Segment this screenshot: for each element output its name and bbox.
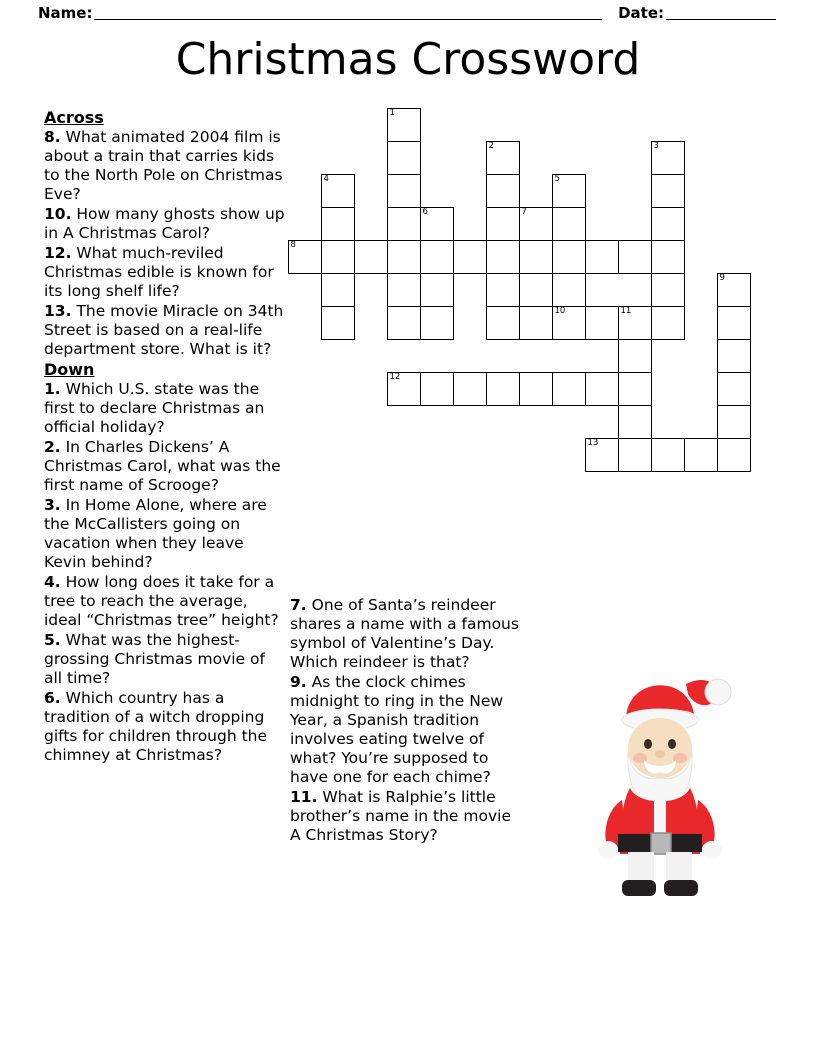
- clue-item: [44, 438, 286, 495]
- clue-text: Which U.S. state was the first to declare Christmas an official holiday?: [44, 380, 265, 436]
- clue-number: 11.: [290, 788, 318, 806]
- clue-text: As the clock chimes midnight to ring in the New Year, a Spanish tradition involves eating twelve of what? You’re supposed to have one for each chime?: [290, 673, 504, 786]
- clue-item: [290, 788, 520, 845]
- grid-cell[interactable]: [651, 207, 685, 241]
- page-title: Christmas Crossword: [175, 34, 641, 85]
- clue-number: 5.: [44, 631, 61, 649]
- clue-number: 2.: [44, 438, 61, 456]
- grid-cell[interactable]: [552, 240, 586, 274]
- grid-cell-number: 5: [554, 174, 560, 184]
- clue-text: Which country has a tradition of a witch dropping gifts for children through the chimney at Christmas?: [44, 689, 268, 764]
- grid-cell[interactable]: [585, 306, 619, 340]
- grid-cell[interactable]: [618, 372, 652, 406]
- grid-cell[interactable]: [552, 306, 586, 340]
- grid-cell[interactable]: [387, 240, 421, 274]
- grid-cell[interactable]: [552, 207, 586, 241]
- grid-cell-number: 12: [389, 372, 401, 382]
- grid-cell[interactable]: [354, 240, 388, 274]
- clue-item: [44, 244, 286, 301]
- clue-text: What animated 2004 film is about a train that carries kids to the North Pole on Christmas Eve?: [44, 128, 283, 203]
- grid-cell[interactable]: [420, 306, 454, 340]
- clue-number: 6.: [44, 689, 61, 707]
- grid-cell[interactable]: [651, 438, 685, 472]
- clues-column-middle: [290, 596, 520, 846]
- grid-cell-number: 7: [521, 207, 527, 217]
- grid-cell[interactable]: [420, 207, 454, 241]
- clue-text: What was the highest-grossing Christmas movie of all time?: [44, 631, 265, 687]
- grid-cell[interactable]: [618, 339, 652, 373]
- grid-cell[interactable]: [651, 240, 685, 274]
- grid-cell[interactable]: [486, 174, 520, 208]
- grid-cell[interactable]: [651, 141, 685, 175]
- grid-cell-number: 6: [422, 207, 428, 217]
- clue-item: [290, 596, 520, 672]
- grid-cell[interactable]: [288, 240, 322, 274]
- grid-cell[interactable]: [717, 273, 751, 307]
- clue-text: In Charles Dickens’ A Christmas Carol, what was the first name of Scrooge?: [44, 438, 281, 494]
- name-label: Name:: [38, 4, 93, 22]
- clue-item: [44, 205, 286, 243]
- grid-cell[interactable]: [552, 174, 586, 208]
- grid-cell[interactable]: [717, 339, 751, 373]
- grid-cell-number: 1: [389, 108, 395, 118]
- clue-text: One of Santa’s reindeer shares a name with a famous symbol of Valentine’s Day. Which reindeer is that?: [290, 596, 519, 671]
- clue-number: 3.: [44, 496, 61, 514]
- clue-number: 13.: [44, 302, 72, 320]
- grid-cell[interactable]: [717, 405, 751, 439]
- clue-number: 10.: [44, 205, 72, 223]
- down-heading: Down: [44, 360, 95, 379]
- grid-cell[interactable]: [387, 108, 421, 142]
- grid-cell[interactable]: [519, 240, 553, 274]
- grid-cell[interactable]: [717, 438, 751, 472]
- clue-text: How long does it take for a tree to reach the average, ideal “Christmas tree” height?: [44, 573, 279, 629]
- clues-column-left: [44, 108, 286, 766]
- clue-item: [44, 302, 286, 359]
- clue-number: 9.: [290, 673, 307, 691]
- grid-cell[interactable]: [717, 372, 751, 406]
- grid-cell[interactable]: [486, 141, 520, 175]
- grid-cell[interactable]: [486, 273, 520, 307]
- grid-cell[interactable]: [651, 306, 685, 340]
- clue-item: [44, 380, 286, 437]
- grid-cell[interactable]: [453, 240, 487, 274]
- grid-cell[interactable]: [618, 306, 652, 340]
- grid-cell[interactable]: [486, 372, 520, 406]
- grid-cell[interactable]: [618, 240, 652, 274]
- grid-cell[interactable]: [321, 207, 355, 241]
- grid-cell[interactable]: [387, 141, 421, 175]
- clue-text: In Home Alone, where are the McCallisters going on vacation when they leave Kevin behind?: [44, 496, 267, 571]
- clue-number: 7.: [290, 596, 307, 614]
- down-clue-list-left: [44, 380, 286, 765]
- grid-cell[interactable]: [684, 438, 718, 472]
- name-date-row: [38, 0, 778, 26]
- grid-cell[interactable]: [618, 405, 652, 439]
- clue-text: How many ghosts show up in A Christmas Carol?: [44, 205, 285, 242]
- grid-cell[interactable]: [387, 372, 421, 406]
- date-input-line[interactable]: [666, 6, 776, 20]
- grid-cell-number: 4: [323, 174, 329, 184]
- grid-cell[interactable]: [486, 240, 520, 274]
- grid-cell[interactable]: [420, 240, 454, 274]
- grid-cell[interactable]: [717, 306, 751, 340]
- grid-cell[interactable]: [420, 372, 454, 406]
- grid-cell[interactable]: [618, 438, 652, 472]
- clue-text: What much-reviled Christmas edible is known for its long shelf life?: [44, 244, 274, 300]
- grid-cell[interactable]: [585, 240, 619, 274]
- name-input-line[interactable]: [94, 6, 602, 20]
- clue-text: What is Ralphie’s little brother’s name in the movie A Christmas Story?: [290, 788, 511, 844]
- grid-cell[interactable]: [519, 207, 553, 241]
- clue-item: [44, 128, 286, 204]
- grid-cell[interactable]: [552, 273, 586, 307]
- grid-cell[interactable]: [585, 372, 619, 406]
- grid-cell-number: 2: [488, 141, 494, 151]
- across-clue-list: [44, 128, 286, 359]
- grid-cell[interactable]: [321, 306, 355, 340]
- grid-cell[interactable]: [651, 174, 685, 208]
- grid-cell[interactable]: [486, 207, 520, 241]
- grid-cell[interactable]: [651, 273, 685, 307]
- grid-cell[interactable]: [519, 372, 553, 406]
- grid-cell-number: 3: [653, 141, 659, 151]
- clue-item: [44, 689, 286, 765]
- clue-number: 12.: [44, 244, 72, 262]
- grid-cell[interactable]: [387, 174, 421, 208]
- grid-cell[interactable]: [420, 273, 454, 307]
- grid-cell[interactable]: [453, 372, 487, 406]
- clue-item: [44, 573, 286, 630]
- clue-item: [44, 631, 286, 688]
- clue-item: [44, 496, 286, 572]
- clue-item: [290, 673, 520, 787]
- down-clue-list-middle: [290, 596, 520, 845]
- date-label: Date:: [618, 4, 664, 22]
- grid-cell-number: 9: [719, 273, 725, 283]
- grid-cell[interactable]: [519, 273, 553, 307]
- grid-cell[interactable]: [387, 273, 421, 307]
- grid-cell[interactable]: [552, 372, 586, 406]
- grid-cell[interactable]: [486, 306, 520, 340]
- grid-cell[interactable]: [321, 174, 355, 208]
- santa-claus-illustration: [578, 648, 738, 908]
- grid-cell[interactable]: [387, 306, 421, 340]
- grid-cell-number: 8: [290, 240, 296, 250]
- clue-number: 1.: [44, 380, 61, 398]
- clue-number: 8.: [44, 128, 61, 146]
- grid-cell[interactable]: [387, 207, 421, 241]
- grid-cell-number: 10: [554, 306, 566, 316]
- grid-cell-number: 11: [620, 306, 632, 316]
- grid-cell[interactable]: [321, 273, 355, 307]
- grid-cell[interactable]: [519, 306, 553, 340]
- across-heading: Across: [44, 108, 104, 127]
- grid-cell-number: 13: [587, 438, 599, 448]
- grid-cell[interactable]: [321, 240, 355, 274]
- clue-number: 4.: [44, 573, 61, 591]
- clue-text: The movie Miracle on 34th Street is based on a real-life department store. What is it?: [44, 302, 284, 358]
- grid-cell[interactable]: [585, 438, 619, 472]
